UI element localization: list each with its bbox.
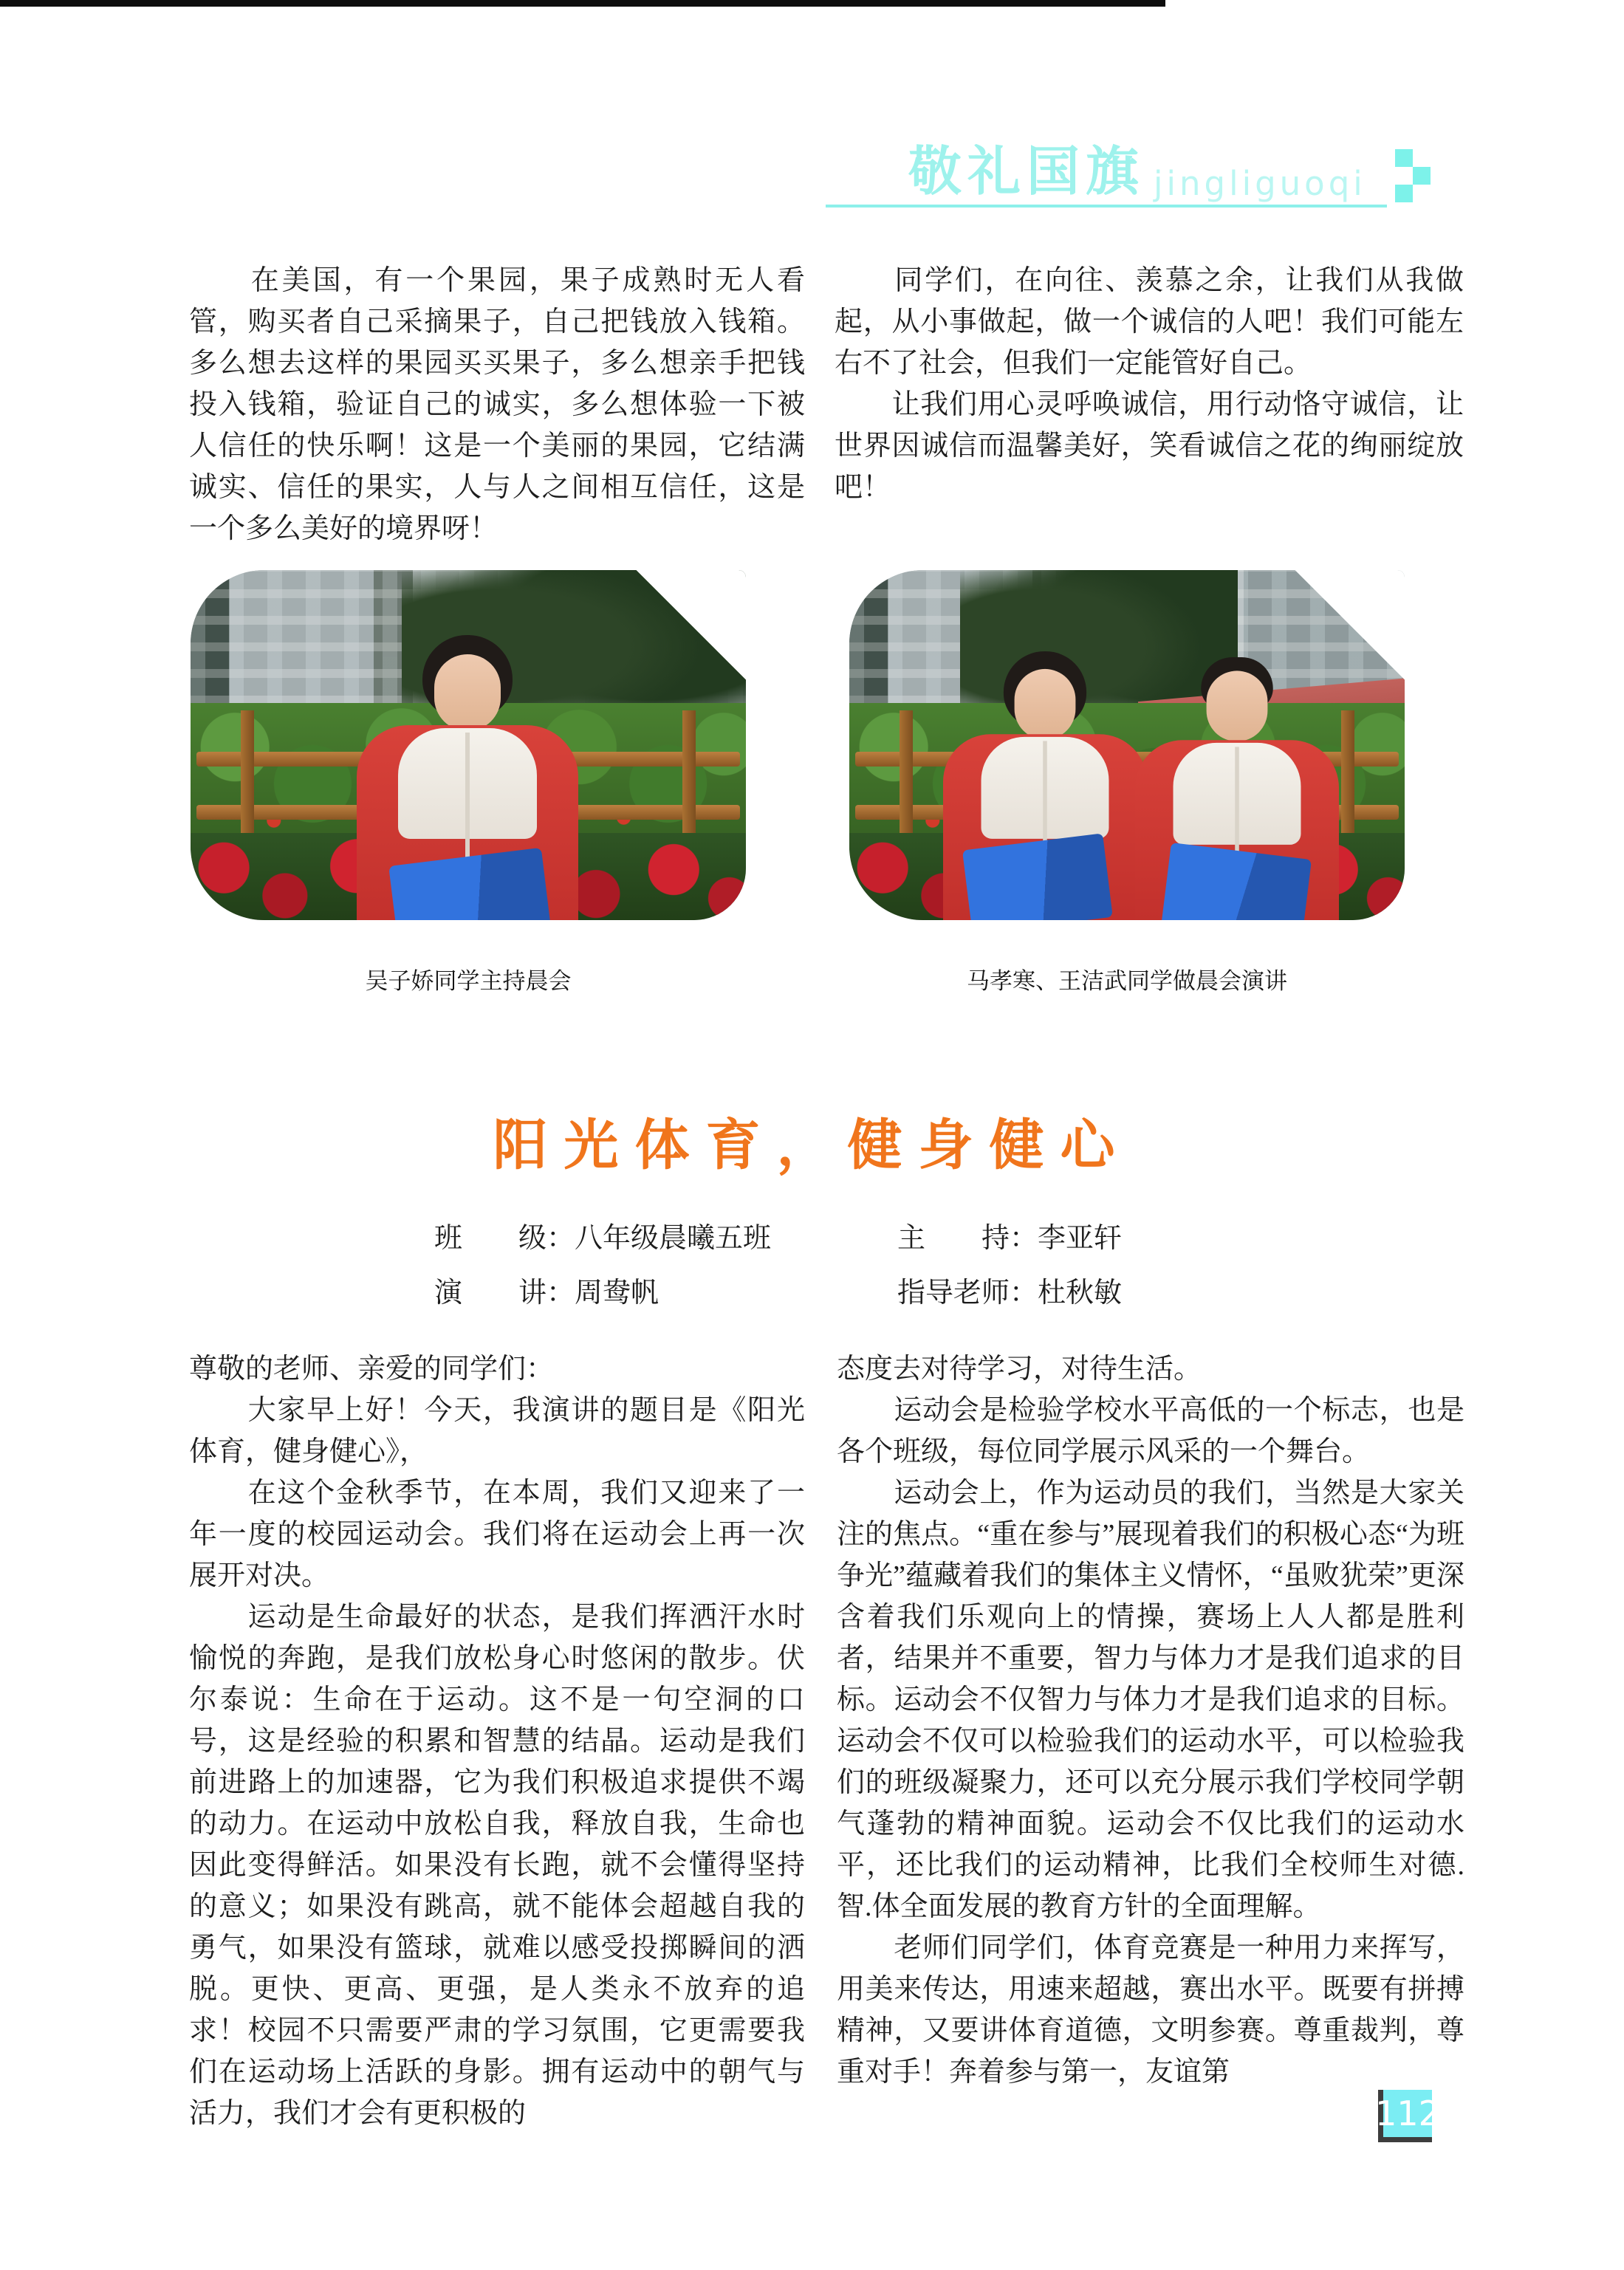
- header-underline: [826, 205, 1387, 208]
- photo-morning-meeting-host: [191, 570, 746, 920]
- header-deco-square: [1395, 185, 1413, 202]
- intro-paragraph: 让我们用心灵呼唤诚信，用行动恪守诚信，让世界因诚信而温馨美好，笑看诚信之花的绚丽绽放吧！: [835, 389, 1464, 503]
- photo-student-girl: [349, 635, 586, 920]
- article-paragraph: 运动会是检验学校水平高低的一个标志，也是各个班级，每位同学展示风采的一个舞台。: [837, 1395, 1464, 1467]
- article-paragraph: 老师们同学们，体育竞赛是一种用力来挥写，用美来传达，用速来超越，赛出水平。既要有拼搏精神，又要讲体育道德，文明参赛。尊重裁判，尊重对手！奔着参与第一，友谊第: [837, 1933, 1464, 2088]
- page-number: 112: [1375, 2094, 1440, 2133]
- photo-student-face: [1015, 669, 1076, 740]
- article-paragraph: 尊敬的老师、亲爱的同学们：: [189, 1354, 555, 1385]
- photo-student-face: [1207, 671, 1268, 741]
- meta-advisor: 指导老师：杜秋敏: [897, 1278, 1123, 1309]
- article-paragraph: 运动会上，作为运动员的我们，当然是大家关注的焦点。“重在参与”展现着我们的积极心态“为班争光”蕴藏着我们的集体主义情怀，“虽败犹荣”更深含着我们乐观向上的情操，赛场上人人都是胜利者，结果并不重要，智力与体力才是我们追求的目标。运动会不仅智力与体力才是我们追求的目标。运动会不仅可以检验我们的运动水平，可以检验我们的班级凝聚力，还可以充分展示我们学校同学朝气蓬勃的精神面貌。运动会不仅比我们的运动水平，还比我们的运动精神，比我们全校师生对德.智.体全面发展的教育方针的全面理解。: [837, 1478, 1464, 1922]
- header-deco-square: [1395, 149, 1413, 167]
- article-paragraph: 大家早上好！今天，我演讲的题目是《阳光体育，健身健心》，: [189, 1395, 805, 1467]
- meta-speaker: 演 讲：周鸯帆: [434, 1278, 659, 1309]
- section-header-pinyin: jingliguoqi: [1154, 164, 1366, 203]
- photo-morning-meeting-speech: [849, 570, 1405, 920]
- photo-student-face: [434, 654, 501, 731]
- meta-class: 班 级：八年级晨曦五班: [434, 1223, 772, 1254]
- photo-caption: 吴子娇同学主持晨会: [365, 968, 572, 995]
- intro-paragraph: 在美国，有一个果园，果子成熟时无人看管，购买者自己采摘果子，自己把钱放入钱箱。多么想去这样的果园买买果子，多么想亲手把钱投入钱箱，验证自己的诚实，多么想体验一下被人信任的快乐啊！这是一个美丽的果园，它结满诚实、信任的果实，人与人之间相互信任，这是一个多么美好的境界呀！: [189, 265, 805, 544]
- article-title: 阳光体育，健身健心: [493, 1114, 1131, 1177]
- section-header-title: 敬礼国旗: [908, 140, 1145, 202]
- article-paragraph: 在这个金秋季节，在本周，我们又迎来了一年一度的校园运动会。我们将在运动会上再一次展开对决。: [189, 1478, 805, 1591]
- intro-paragraph: 同学们，在向往、羡慕之余，让我们从我做起，从小事做起，做一个诚信的人吧！我们可能左右不了社会，但我们一定能管好自己。: [835, 265, 1464, 379]
- page-number-badge: [1375, 2090, 1440, 2142]
- article-paragraph: 态度去对待学习，对待生活。: [837, 1354, 1202, 1385]
- article-paragraph: 运动是生命最好的状态，是我们挥洒汗水时愉悦的奔跑，是我们放松身心时悠闲的散步。伏尔泰说：生命在于运动。这不是一句空洞的口号，这是经验的积累和智慧的结晶。运动是我们前进路上的加速器，它为我们积极追求提供不竭的动力。在运动中放松自我，释放自我，生命也因此变得鲜活。如果没有长跑，就不会懂得坚持的意义；如果没有跳高，就不能体会超越自我的勇气，如果没有篮球，就难以感受投掷瞬间的洒脱。更快、更高、更强，是人类永不放弃的追求！校园不只需要严肃的学习氛围，它更需要我们在运动场上活跃的身影。拥有运动中的朝气与活力，我们才会有更积极的: [189, 1602, 805, 2129]
- intro-left-column: [189, 260, 805, 549]
- header-deco-square: [1413, 167, 1431, 185]
- meta-host: 主 持：李亚轩: [897, 1223, 1123, 1254]
- article-left-column: [189, 1348, 805, 2134]
- intro-right-column: [835, 260, 1464, 508]
- article-right-column: [837, 1348, 1464, 2093]
- scan-edge-strip: [0, 0, 1165, 7]
- photo-student-boy: [1128, 657, 1346, 920]
- photo-caption: 马孝寒、王洁武同学做晨会演讲: [967, 968, 1287, 995]
- photo-student-girl: [936, 651, 1154, 920]
